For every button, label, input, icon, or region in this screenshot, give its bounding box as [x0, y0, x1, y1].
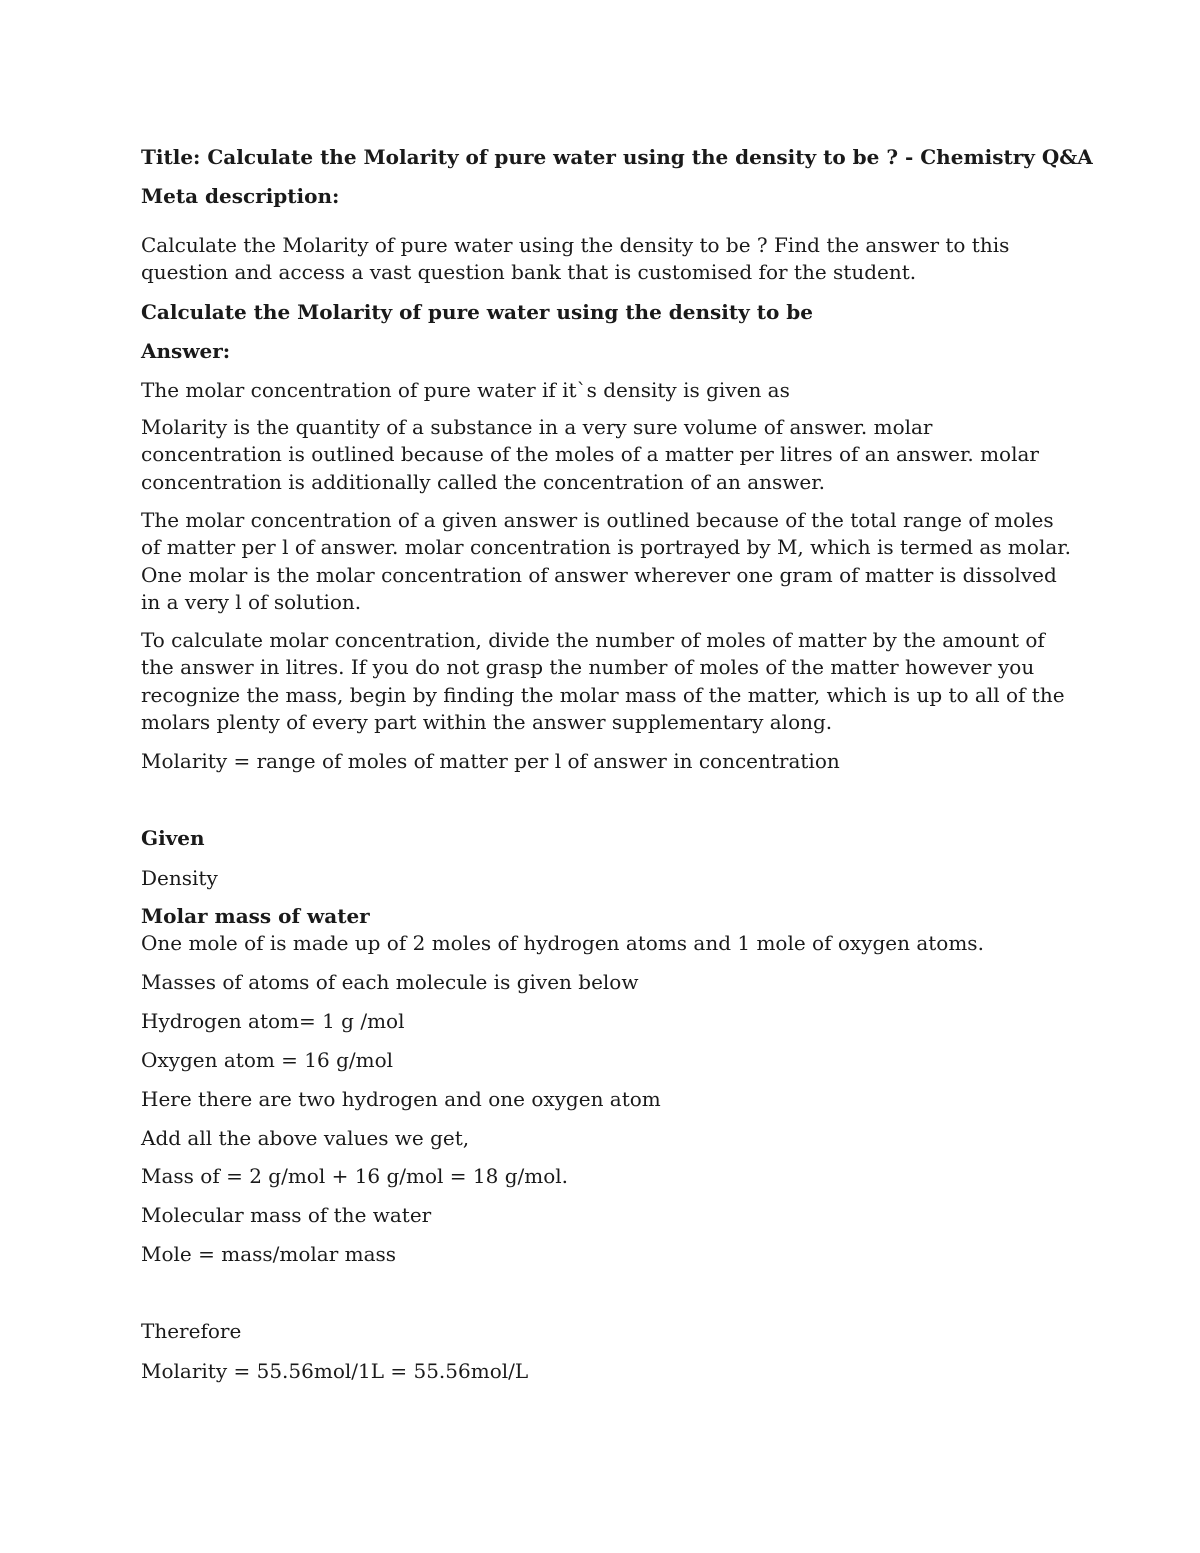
add-values-line: Add all the above values we get, [141, 1126, 470, 1150]
mass-sum-line: Mass of = 2 g/mol + 16 g/mol = 18 g/mol. [141, 1164, 569, 1188]
molecular-mass-line: Molecular mass of the water [141, 1203, 432, 1227]
paragraph-molarity-definition: Molarity is the quantity of a substance in a very sure volume of answer. molar concentration is outlined because of the moles of a matter per litres of an answer. molar concentration is additionally called the concentration of an answer. [141, 415, 1039, 494]
question-heading: Calculate the Molarity of pure water using the density to be [141, 300, 813, 324]
atom-count-line: Here there are two hydrogen and one oxygen atom [141, 1087, 661, 1111]
answer-intro: The molar concentration of pure water if it`s density is given as [141, 378, 790, 402]
answer-label: Answer: [141, 339, 231, 363]
masses-intro-line: Masses of atoms of each molecule is given below [141, 970, 639, 994]
molarity-result-line: Molarity = 55.56mol/1L = 55.56mol/L [141, 1359, 529, 1383]
title-line: Title: Calculate the Molarity of pure water using the density to be ? - Chemistry Q&A [141, 145, 1093, 169]
mole-formula-line: Mole = mass/molar mass [141, 1242, 397, 1266]
one-mole-line: One mole of is made up of 2 moles of hydrogen atoms and 1 mole of oxygen atoms. [141, 931, 984, 955]
paragraph-molar-concentration: The molar concentration of a given answer is outlined because of the total range of moles of matter per l of answer. molar concentration is portrayed by M, which is termed as molar. One molar is the molar concentration of answer wherever one gram of matter is dissolved in a very l of solution. [141, 508, 1071, 614]
meta-description-text: Calculate the Molarity of pure water using the density to be ? Find the answer to this question and access a vast question bank that is customised for the student. [141, 233, 1010, 285]
paragraph-calculation-method: To calculate molar concentration, divide the number of moles of matter by the amount of the answer in litres. If you do not grasp the number of moles of the matter however you recognize the mass, begin by finding the molar mass of the matter, which is up to all of the molars plenty of every part within the answer supplementary along. [141, 628, 1065, 734]
molarity-formula: Molarity = range of moles of matter per l of answer in concentration [141, 749, 840, 773]
given-heading: Given [141, 826, 205, 850]
density-label: Density [141, 866, 218, 890]
meta-description-label: Meta description: [141, 184, 340, 208]
molar-mass-heading: Molar mass of water [141, 904, 370, 928]
hydrogen-mass-line: Hydrogen atom= 1 g /mol [141, 1009, 405, 1033]
therefore-line: Therefore [141, 1319, 242, 1343]
oxygen-mass-line: Oxygen atom = 16 g/mol [141, 1048, 394, 1072]
